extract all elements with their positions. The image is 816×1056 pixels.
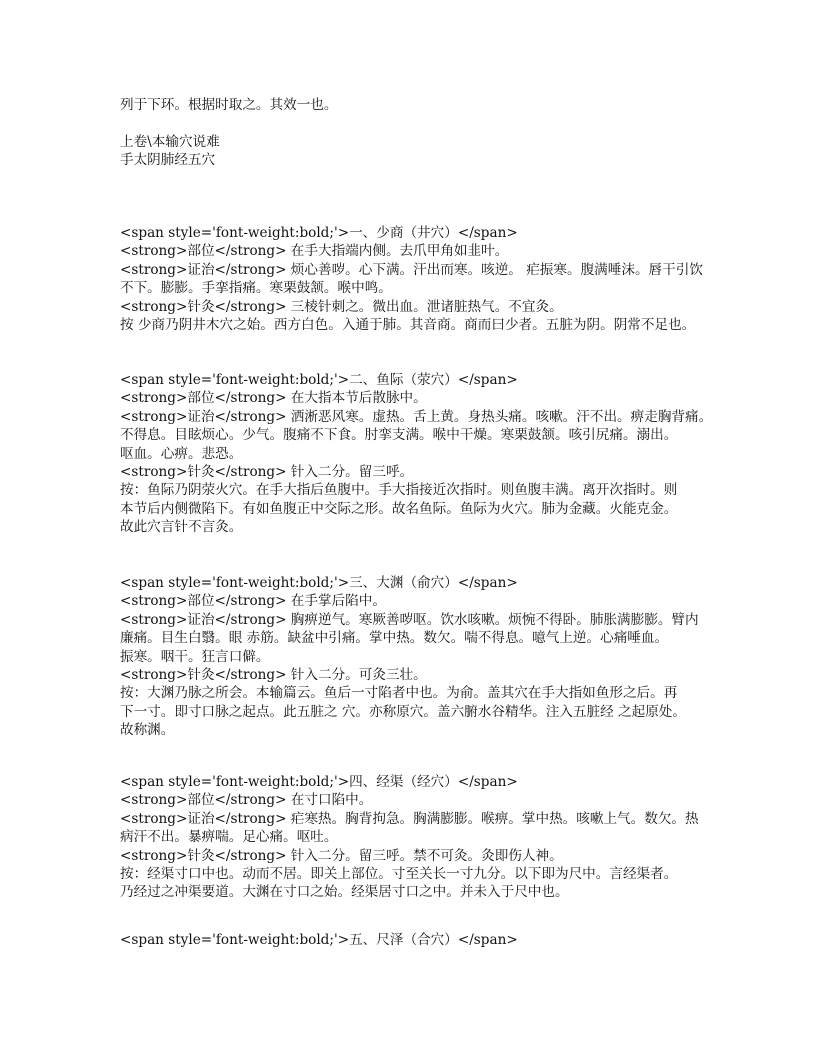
meridian-title: 手太阴肺经五穴: [120, 152, 216, 169]
section-heading: <span style='font-weight:bold;'>二、鱼际（荥穴）</span>: [120, 372, 518, 388]
section-shaoshang: [120, 224, 703, 334]
text-line: 故此穴言针不言灸。: [120, 519, 243, 536]
section-chize: [120, 931, 518, 949]
text-line: 不下。膨膨。手挛指痛。寒栗鼓颔。喉中鸣。: [120, 280, 392, 297]
text-line: 廉痛。目生白翳。眼 赤筋。缺盆中引痛。掌中热。数欠。喘不得息。噫气上逆。心痛唾血。: [120, 630, 669, 647]
text-line: <strong>针灸</strong> 针入二分。留三呼。: [120, 463, 414, 480]
section-heading: <span style='font-weight:bold;'>四、经渠（经穴）</span>: [120, 774, 518, 790]
text-line: 振寒。咽干。狂言口僻。: [120, 648, 270, 665]
section-dayuan: [120, 574, 699, 740]
text-line: 不得息。目眩烦心。少气。腹痛不下食。肘挛支满。喉中干燥。寒栗鼓颔。咳引尻痛。溺出。: [120, 427, 678, 444]
intro-text: [120, 96, 338, 114]
text-line: <strong>针灸</strong> 针入二分。留三呼。禁不可灸。灸即伤人神。: [120, 847, 563, 864]
section-jingqu: [120, 773, 699, 902]
text-line: 按：大渊乃脉之所会。本输篇云。鱼后一寸陷者中也。为俞。盖其穴在手大指如鱼形之后。再: [120, 685, 678, 702]
volume-title: 上卷\本输穴说难: [120, 134, 220, 150]
text-line: <strong>证治</strong> 疟寒热。胸背拘急。胸满膨膨。喉痹。掌中热。咳嗽上气。数欠。热: [120, 810, 699, 827]
text-line: 乃经过之冲渠要道。大渊在寸口之始。经渠居寸口之中。并未入于尺中也。: [120, 884, 569, 901]
text-line: <strong>证治</strong> 胸痹逆气。寒厥善哕呕。饮水咳嗽。烦惋不得卧。肺胀满膨膨。臂内: [120, 611, 699, 628]
section-heading: <span style='font-weight:bold;'>一、少商（井穴）</span>: [120, 225, 518, 241]
chapter-header: [120, 133, 220, 170]
text-line: 病汗不出。暴痹喘。足心痛。呕吐。: [120, 829, 338, 846]
text-line: 列于下环。根据时取之。其效一也。: [120, 97, 338, 113]
text-line: 故称渊。: [120, 722, 175, 739]
text-line: <strong>证治</strong> 洒淅恶风寒。虚热。舌上黄。身热头痛。咳嗽。汗不出。痹走胸背痛。: [120, 408, 713, 425]
text-line: <strong>部位</strong> 在寸口陷中。: [120, 792, 373, 809]
text-line: <strong>部位</strong> 在大指本节后散脉中。: [120, 390, 427, 407]
text-line: 按 少商乃阴井木穴之始。西方白色。入通于肺。其音商。商而曰少者。五脏为阴。阴常不足也。: [120, 316, 696, 333]
text-line: <strong>针灸</strong> 三棱针刺之。微出血。泄诸脏热气。不宜灸。: [120, 298, 563, 315]
text-line: 本节后内侧微陷下。有如鱼腹正中交际之形。故名鱼际。鱼际为火穴。肺为金藏。火能克金。: [120, 500, 678, 517]
section-heading: <span style='font-weight:bold;'>三、大渊（俞穴）</span>: [120, 575, 518, 591]
text-line: <strong>针灸</strong> 针入二分。可灸三壮。: [120, 666, 427, 683]
section-yuji: [120, 371, 712, 537]
text-line: <strong>部位</strong> 在手掌后陷中。: [120, 593, 386, 610]
text-line: 呕血。心痹。悲恐。: [120, 445, 243, 462]
section-heading: <span style='font-weight:bold;'>五、尺泽（合穴）</span>: [120, 932, 518, 948]
text-line: 按：鱼际乃阴荥火穴。在手大指后鱼腹中。手大指接近次指时。则鱼腹丰满。离开次指时。则: [120, 482, 678, 499]
text-line: 按：经渠寸口中也。动而不居。即关上部位。寸至关长一寸九分。以下即为尺中。言经渠者。: [120, 865, 678, 882]
text-line: <strong>证治</strong> 烦心善哕。心下满。汗出而寒。咳逆。 疟振寒。腹满唾沫。唇干引饮: [120, 261, 703, 278]
text-line: <strong>部位</strong> 在手大指端内侧。去爪甲角如韭叶。: [120, 243, 509, 260]
text-line: 下一寸。即寸口脉之起点。此五脏之 穴。亦称原穴。盖六腑水谷精华。注入五脏经 之起原处。: [120, 703, 686, 720]
